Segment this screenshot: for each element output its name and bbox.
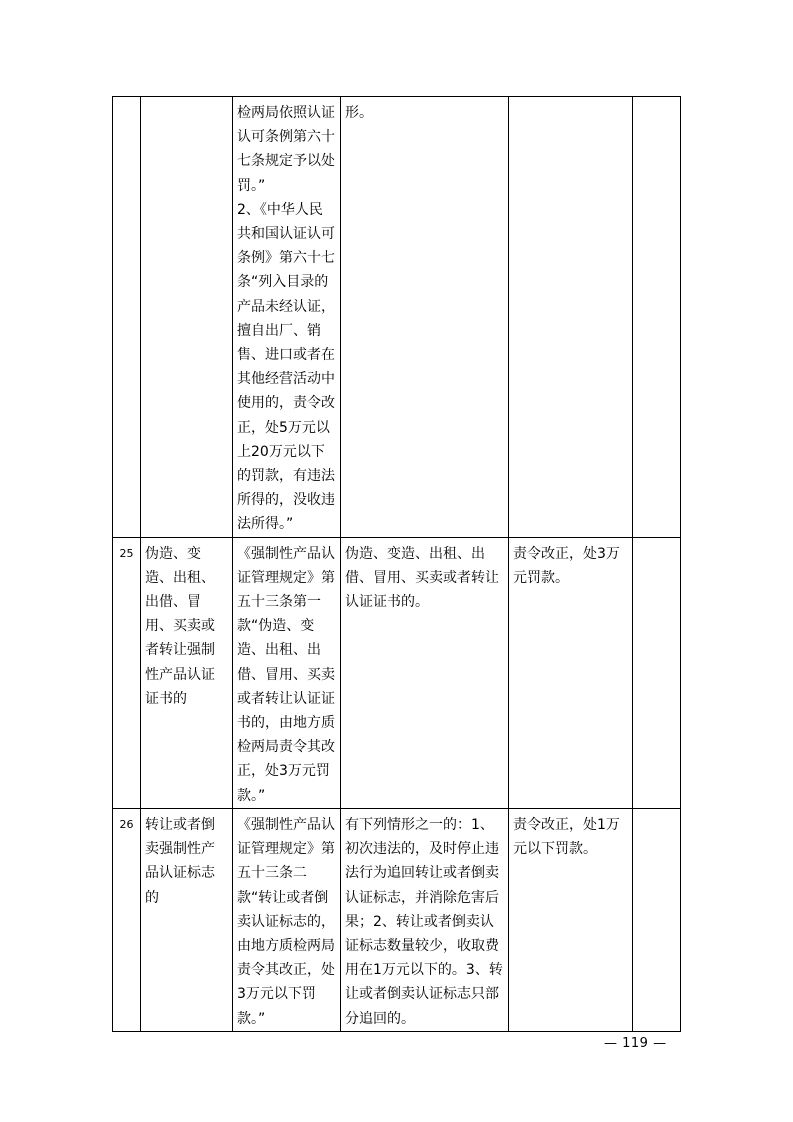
legal-basis: 《强制性产品认证管理规定》第五十三条二款“转让或者倒卖认证标志的，由地方质检两局责令其改正，处3万元以下罚款。”: [233, 808, 341, 1031]
row-number: 25: [113, 537, 141, 808]
table-row: [113, 97, 681, 538]
table-row: [113, 537, 681, 808]
violation-situation: 形。: [341, 97, 509, 538]
penalty-standard: [509, 97, 633, 538]
table-row: [113, 808, 681, 1031]
remark: [633, 808, 681, 1031]
penalty-standard: 责令改正，处3万元罚款。: [509, 537, 633, 808]
page-number: — 119 —: [604, 1036, 667, 1051]
violation-item: 伪造、变造、出租、出借、冒用、买卖或者转让强制性产品认证证书的: [141, 537, 233, 808]
remark: [633, 97, 681, 538]
row-number: 26: [113, 808, 141, 1031]
violation-item: [141, 97, 233, 538]
violation-situation: 伪造、变造、出租、出借、冒用、买卖或者转让认证证书的。: [341, 537, 509, 808]
penalty-standard: 责令改正，处1万元以下罚款。: [509, 808, 633, 1031]
violation-situation: 有下列情形之一的：1、初次违法的，及时停止违法行为追回转让或者倒卖认证标志，并消除危害后果；2、转让或者倒卖认证标志数量较少，收取费用在1万元以下的。3、转让或者倒卖认证标志只部分追回的。: [341, 808, 509, 1031]
row-number: [113, 97, 141, 538]
violation-item: 转让或者倒卖强制性产品认证标志的: [141, 808, 233, 1031]
remark: [633, 537, 681, 808]
penalty-standards-table: [112, 96, 681, 1032]
legal-basis: 《强制性产品认证管理规定》第五十三条第一款“伪造、变造、出租、出借、冒用、买卖或者转让认证证书的，由地方质检两局责令其改正，处3万元罚款。”: [233, 537, 341, 808]
legal-basis: 检两局依照认证认可条例第六十七条规定予以处罚。” 2、《中华人民共和国认证认可条例》第六十七条“列入目录的产品未经认证，擅自出厂、销售、进口或者在其他经营活动中使用的，责令改正，处5万元以上20万元以下的罚款，有违法所得的，没收违法所得。”: [233, 97, 341, 538]
